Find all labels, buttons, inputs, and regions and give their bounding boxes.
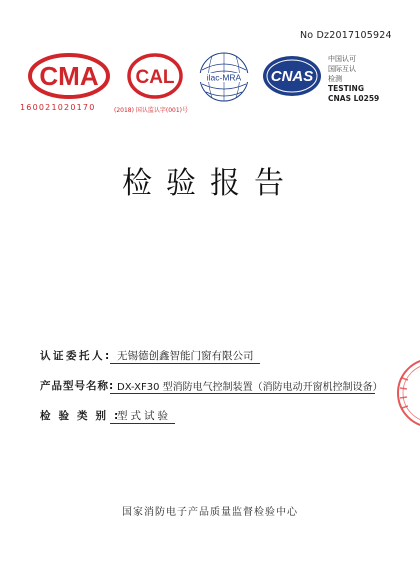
test-type-value: 型式试验 <box>117 410 171 422</box>
report-number: No Dz2017105924 <box>300 30 392 41</box>
cnas-caption <box>328 54 379 104</box>
product-value: DX-XF30 型消防电气控制装置（消防电动开窗机控制设备） <box>117 382 383 393</box>
product-label: 产品型号名称: <box>40 380 115 392</box>
product-underline <box>110 393 375 394</box>
cnas-line-5: CNAS L0259 <box>328 94 380 103</box>
ilac-mra-logo <box>197 50 251 104</box>
cal-logo <box>126 52 184 100</box>
seal-stamp <box>388 358 420 428</box>
client-underline <box>110 363 260 364</box>
client-value: 无锡德创鑫智能门窗有限公司 <box>117 350 254 362</box>
test-type-label: 检验类别: <box>40 410 127 422</box>
issuing-organization: 国家消防电子产品质量监督检验中心 <box>122 507 298 518</box>
client-label: 认证委托人: <box>40 350 112 362</box>
cma-number: 160021020170 <box>20 103 96 112</box>
ilac-text: ilac-MRA <box>206 72 242 83</box>
cal-letters: CAL <box>135 67 175 88</box>
cnas-line-3: 检测 <box>328 75 342 83</box>
cal-caption: (2018) 国认监认字(001)号 <box>114 107 188 114</box>
document-title: 检验报告 <box>122 166 298 201</box>
cma-logo <box>28 52 110 100</box>
cnas-letters: CNAS <box>270 68 314 85</box>
cnas-line-2: 国际互认 <box>328 65 356 73</box>
cnas-line-4: TESTING <box>328 84 364 93</box>
test-type-underline <box>110 423 175 424</box>
cnas-line-1: 中国认可 <box>328 55 356 63</box>
cma-letters: CMA <box>39 61 99 91</box>
cnas-logo <box>262 55 322 97</box>
